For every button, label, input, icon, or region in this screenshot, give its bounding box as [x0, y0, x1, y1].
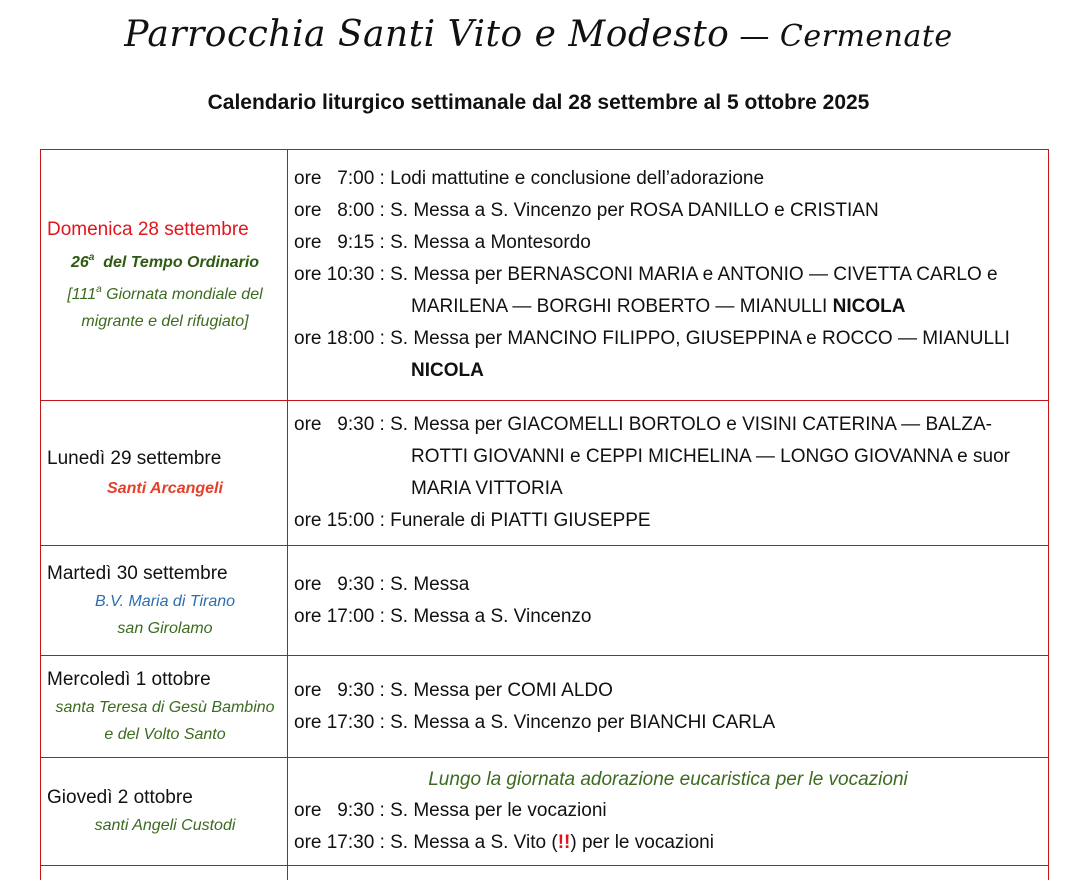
event-text-cont: ROTTI GIOVANNI e CEPPI MICHELINA — LONGO GIOVANNA e suor: [411, 446, 1010, 467]
event-time: ore 17:00 :: [294, 605, 391, 627]
note-sup: a: [88, 251, 95, 263]
event-time: ore 9:30 :: [294, 799, 391, 821]
event-item: [294, 675, 1042, 707]
events-cell: [288, 866, 1049, 880]
liturgical-note: santi Angeli Custodi: [94, 817, 236, 834]
event-text-cont: [294, 355, 1042, 387]
event-time: ore 9:15 :: [294, 232, 391, 253]
event-text: Funerale di PIATTI GIUSEPPE: [390, 510, 651, 531]
event-text: S. Messa per le vocazioni: [390, 799, 607, 821]
events-cell: [288, 401, 1049, 546]
day-cell: [41, 656, 288, 758]
event-item: [294, 323, 1042, 387]
event-text-part: S. Messa a S. Vito (: [390, 831, 558, 853]
day-name: Mercoledì 1 ottobre: [47, 668, 211, 690]
events-cell: [288, 656, 1049, 758]
event-item: [294, 795, 1042, 827]
event-bold-name: NICOLA: [832, 296, 906, 317]
title-dash: —: [729, 19, 780, 54]
note-text: Giornata mondiale del migrante e del rifugiato]: [81, 285, 263, 330]
day-cell: [41, 401, 288, 546]
event-time: ore 7:00 :: [294, 168, 391, 189]
day-name: Giovedì 2 ottobre: [47, 787, 193, 808]
event-item: [294, 505, 1042, 537]
event-text: S. Messa a S. Vincenzo: [390, 605, 592, 627]
liturgical-note: e del Volto Santo: [104, 725, 226, 743]
day-name: Martedì 30 settembre: [47, 562, 228, 584]
event-time: ore 15:00 :: [294, 510, 391, 531]
event-time: ore 9:30 :: [294, 679, 391, 701]
event-text: S. Messa per MANCINO FILIPPO, GIUSEPPINA e ROCCO — MIANULLI: [390, 328, 1010, 349]
event-text: S. Messa a Montesordo: [390, 232, 591, 253]
adoration-banner: Lungo la giornata adorazione eucaristica per le vocazioni: [428, 768, 908, 790]
event-bold-name: NICOLA: [411, 360, 484, 381]
day-row-tuesday: [41, 546, 1049, 656]
event-text: S. Messa per COMI ALDO: [390, 679, 613, 701]
event-item: [294, 707, 1042, 739]
note-text: [111: [67, 285, 97, 303]
day-cell: [41, 758, 288, 866]
day-row-monday: [41, 401, 1049, 546]
event-item: [294, 569, 1042, 601]
event-time: ore 10:30 :: [294, 264, 391, 285]
parish-place: Cermenate: [779, 19, 953, 54]
liturgical-note: Santi Arcangeli: [107, 479, 223, 497]
event-time: ore 9:30 :: [294, 414, 391, 435]
event-item: [294, 227, 1042, 259]
event-text: S. Messa a S. Vincenzo per ROSA DANILLO e CRISTIAN: [390, 200, 879, 221]
liturgical-note: san Girolamo: [117, 619, 213, 637]
liturgical-note: santa Teresa di Gesù Bambino: [55, 698, 275, 716]
liturgical-note: [47, 276, 283, 335]
day-cell: [41, 546, 288, 656]
event-item: [294, 163, 1042, 195]
event-item: [294, 195, 1042, 227]
liturgical-note: B.V. Maria di Tirano: [94, 592, 236, 610]
event-text: MARILENA — BORGHI ROBERTO — MIANULLI: [411, 296, 833, 317]
event-text: S. Messa per BERNASCONI MARIA e ANTONIO — CIVETTA CARLO e: [390, 264, 998, 285]
day-row-sunday: [41, 150, 1049, 401]
event-text: S. Messa: [390, 573, 470, 595]
day-name: Lunedì 29 settembre: [47, 447, 222, 469]
event-time: ore 17:30 :: [294, 831, 391, 853]
event-text-part: ) per le vocazioni: [570, 831, 714, 853]
event-item: [294, 827, 1042, 859]
day-row-partial: [41, 866, 1049, 880]
events-cell: [288, 546, 1049, 656]
event-text-cont: [294, 291, 1042, 323]
liturgical-calendar-table: [40, 149, 1049, 880]
event-text: S. Messa per GIACOMELLI BORTOLO e VISINI CATERINA — BALZA-: [390, 414, 992, 435]
event-text-cont: MARIA VITTORIA: [411, 478, 563, 499]
note-text: del Tempo Ordinario: [94, 253, 260, 271]
note-text: 26: [70, 253, 89, 271]
event-text: Lodi mattutine e conclusione dell’adorazione: [390, 168, 765, 189]
day-cell: [41, 866, 288, 880]
day-row-wednesday: [41, 656, 1049, 758]
event-item: [294, 259, 1042, 323]
parish-title: [0, 14, 1077, 55]
parish-name: Parrocchia Santi Vito e Modesto: [124, 14, 730, 55]
calendar-subtitle: Calendario liturgico settimanale dal 28 settembre al 5 ottobre 2025: [207, 91, 870, 114]
event-text: S. Messa a S. Vincenzo per BIANCHI CARLA: [390, 711, 776, 733]
exclamation-mark: !!: [557, 831, 571, 853]
event-time: ore 18:00 :: [294, 328, 391, 349]
day-row-thursday: [41, 758, 1049, 866]
liturgical-note: [47, 244, 283, 276]
event-time: ore 8:00 :: [294, 200, 391, 221]
events-cell: [288, 758, 1049, 866]
day-cell: [41, 150, 288, 401]
event-time: ore 17:30 :: [294, 711, 391, 733]
event-item: [294, 409, 1042, 505]
note-sup: a: [96, 283, 102, 295]
event-text: [390, 827, 1042, 859]
event-time: ore 9:30 :: [294, 573, 391, 595]
events-cell: [288, 150, 1049, 401]
day-name: Domenica 28 settembre: [47, 218, 249, 240]
event-item: [294, 601, 1042, 633]
